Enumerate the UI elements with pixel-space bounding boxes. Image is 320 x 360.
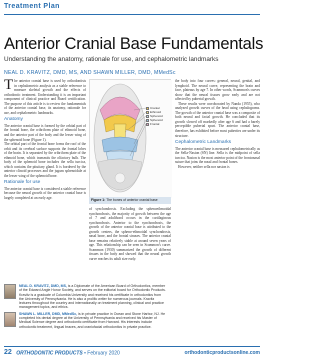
skull-base-illustration [90,80,172,198]
legend-swatch [146,123,149,126]
anatomy-paragraph-2: The orbital part of the frontal bone forms the roof of the orbit and its cerebral surface supports the frontal lobes of the brain. It is separated by the cribriform plate of the ethmoid bone, which transmits the olfactory bulb. The body of the sphenoid bone includes the sella turcica, which contains the pituitary gland. It is bordered by the anterior clinoid processes and the jugum sphenoidale at the lesser wing of the sphenoid bone. [4,142,86,178]
drop-cap: T [4,79,14,93]
cephalometric-paragraph-2: However, neither sella nor nasion is [178,164,230,169]
column-2-paragraph: of synchondrosis. Excluding the sphenoethmoidal synchondrosis, the majority of growth between the age of 7 and adulthood occurs in the cartilaginous synchondrosis. Anterior to the synchondrosis, the growth of the anterior cranial base is attributed to the growth centers, the spheno-ethmoidal synchondrosis, nasal bone, and the frontal sinuses. The anterior cranial base remains relatively stable at around seven years of age. This relationship can be seen in Scammon's curve. Scammon (1930) summarized the growth of different tissues in the body and showed that the neural growth curve reaches its adult size early. [89,207,171,262]
website-link[interactable]: orthodonticproductsonline.com [184,350,260,356]
legend-item: Cranial [146,106,163,110]
column-2 [89,207,171,282]
magazine-name: ORTHODONTIC PRODUCTS [16,350,83,357]
issue-date: • February 2020 [84,350,120,357]
top-rule [4,14,260,15]
author-photo [4,312,16,327]
author-name: SHAWN L. MILLER, DMD, MMedSc, [19,311,78,316]
article-title: Anterior Cranial Base Fundamentals [4,35,264,53]
author-photo [4,284,16,299]
legend-item: Sphenoid [146,118,163,122]
legend-swatch [146,107,149,110]
article-authors: NEAL D. KRAVITZ, DMD, MS, AND SHAWN MILLER, DMD, MMedSc [4,70,176,76]
legend-item: Ethmoid [146,110,163,114]
column-3-paragraph: the body into four curves: general, neural, genital, and lymphoid. The neural curve, representing the brain and face, plateaus by age 7. In other words, Scammon's curves show that the neural tissues grow early and are not affected by pubertal growth. [175,79,260,102]
bottom-rule [4,346,260,347]
rationale-heading: Rationale for use [4,180,41,186]
anatomy-paragraph: The anterior cranial base is formed by the orbital part of the frontal bone, the cribriform plate of ethmoid bone, and the anterior part of the body and the lesser wing of the sphenoid bone (Figure 1). [4,123,86,142]
author-name: NEAL D. KRAVITZ, DMD, MS, [19,284,67,288]
legend-item: Sphenoid [146,114,163,118]
column-3 [175,79,260,345]
legend-swatch [146,119,149,122]
figure-caption: Figure 1: The bones of anterior cranial base [89,197,171,204]
figure-1 [89,79,171,197]
column-3-paragraph-2: These results were corroborated by Nanda (1955), who analyzed growth curves of the head using cephalograms. The growth of the anterior cranial base was a composite of both neural and facial growth. He concluded that its growth slowed off markedly after age 6 and had a barely perceptible pubertal spurt. The anterior cranial base, therefore, has exhibited before most puberties are under its structure. [175,101,260,138]
legend-swatch [146,111,149,114]
cephalometric-heading: Cephalometric Landmarks [175,140,231,146]
legend-swatch [146,115,149,118]
legend-item: Frontal [146,122,163,126]
column-1 [4,79,86,282]
author-bio-text: is a Diplomate of the American Board of Orthodontics, member of the Edward Angle Honor Society, and serves on the editorial board for Orthodontic Products. Kravitz is a graduate of Columbia University and received his certificate in orthodontics from the University of Pennsylvania. He is also a prolific writer for numerous journals. Kravitz lectures throughout the country and internationally on treatment planning, clinical and practice management topics, and ethics. [19,284,166,310]
section-label: Treatment Plan [4,3,60,10]
cephalometric-paragraph: The anterior cranial base is measured cephalometrically as the Sella-Nasion (SN) line. Sella is the midpoint of sella turcica. Nasion is the most anterior point of the frontonasal suture that joins the nasal and frontal bones. [175,146,260,165]
author-bios [4,284,166,329]
page-footer [4,348,260,358]
figure-legend [146,106,163,126]
anatomy-heading: Anatomy [4,117,23,123]
rationale-paragraph: The anterior cranial base is considered a stable reference because the neural growth of the anterior cranial base is largely completed at an early age. [4,186,86,201]
page-number: 22 [4,349,12,356]
author-bio [4,284,166,310]
intro-paragraph: The anterior cranial base is used by orthodontists in cephalometric analysis as a stable reference to measure skeletal growth and the effects of orthodontic treatment. Understanding it is an important component of clinical practice and Board certification. The purpose of this article is to review the fundamentals of the anterior cranial base, its anatomy, rationale for use, and cephalometric landmarks. [4,79,86,115]
author-bio [4,312,166,329]
author-bio-text: is in private practice in Ocean and Stone Harbor, NJ. He completed his dental degree at the University of Pennsylvania and received his Master of Medical Science degree and orthodontic certificate from Harvard. His interests include orthodontic treatment, lingual braces, and craniofacial orthodontics in private practice. [19,311,166,329]
article-subtitle: Understanding the anatomy, rationale for use, and cephalometric landmarks [4,56,219,63]
